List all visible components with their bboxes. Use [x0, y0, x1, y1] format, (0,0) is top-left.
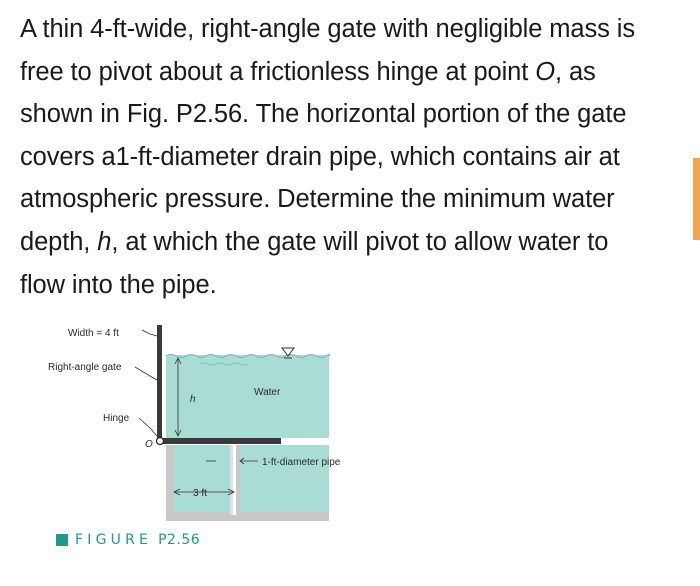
problem-line-3: shown in Fig. P2.56. The horizontal portion of the gate	[20, 100, 627, 129]
three-ft-label: 3 ft	[193, 488, 207, 499]
hinge-leader	[139, 418, 157, 436]
h-label: h	[190, 394, 196, 405]
point-o-symbol: O	[535, 57, 555, 86]
problem-line-5: atmospheric pressure. Determine the minimum water	[20, 185, 615, 214]
o-label: O	[145, 439, 153, 450]
problem-line-4: covers a1-ft-diameter drain pipe, which contains air at	[20, 142, 620, 171]
figure-caption	[56, 532, 200, 548]
left-wall	[166, 445, 174, 520]
water-label: Water	[254, 387, 281, 398]
h-symbol: h	[97, 227, 112, 256]
caption-square-icon	[56, 534, 68, 546]
width-label: Width = 4 ft	[68, 328, 119, 339]
gate-horizontal-leg	[157, 438, 281, 444]
problem-line-6-suffix: , at which the gate will pivot to allow water to	[111, 227, 609, 256]
caption-number: P2.56	[158, 532, 201, 548]
pipe-label: 1-ft-diameter pipe	[262, 457, 341, 468]
hinge-icon	[157, 438, 164, 445]
problem-line-7: flow into the pipe.	[20, 270, 217, 299]
problem-line-2-text: free to pivot about a frictionless hinge at point	[20, 57, 536, 86]
water-lower-region	[166, 445, 329, 515]
caption-figure-word: FIGURE	[75, 532, 153, 548]
pipe-air	[233, 445, 236, 515]
pipe-wall-right	[236, 445, 240, 515]
bottom-wall	[166, 512, 329, 521]
width-leader	[142, 330, 157, 336]
problem-line-6-text: depth,	[20, 227, 98, 256]
pipe-wall-left	[230, 445, 233, 515]
gate-vertical-leg	[157, 325, 162, 443]
gate-label: Right-angle gate	[48, 362, 122, 373]
hinge-label: Hinge	[103, 413, 130, 424]
problem-line-1: A thin 4-ft-wide, right-angle gate with negligible mass is	[20, 15, 636, 43]
gate-leader	[135, 367, 157, 380]
problem-line-2-suffix: , as	[555, 57, 596, 86]
